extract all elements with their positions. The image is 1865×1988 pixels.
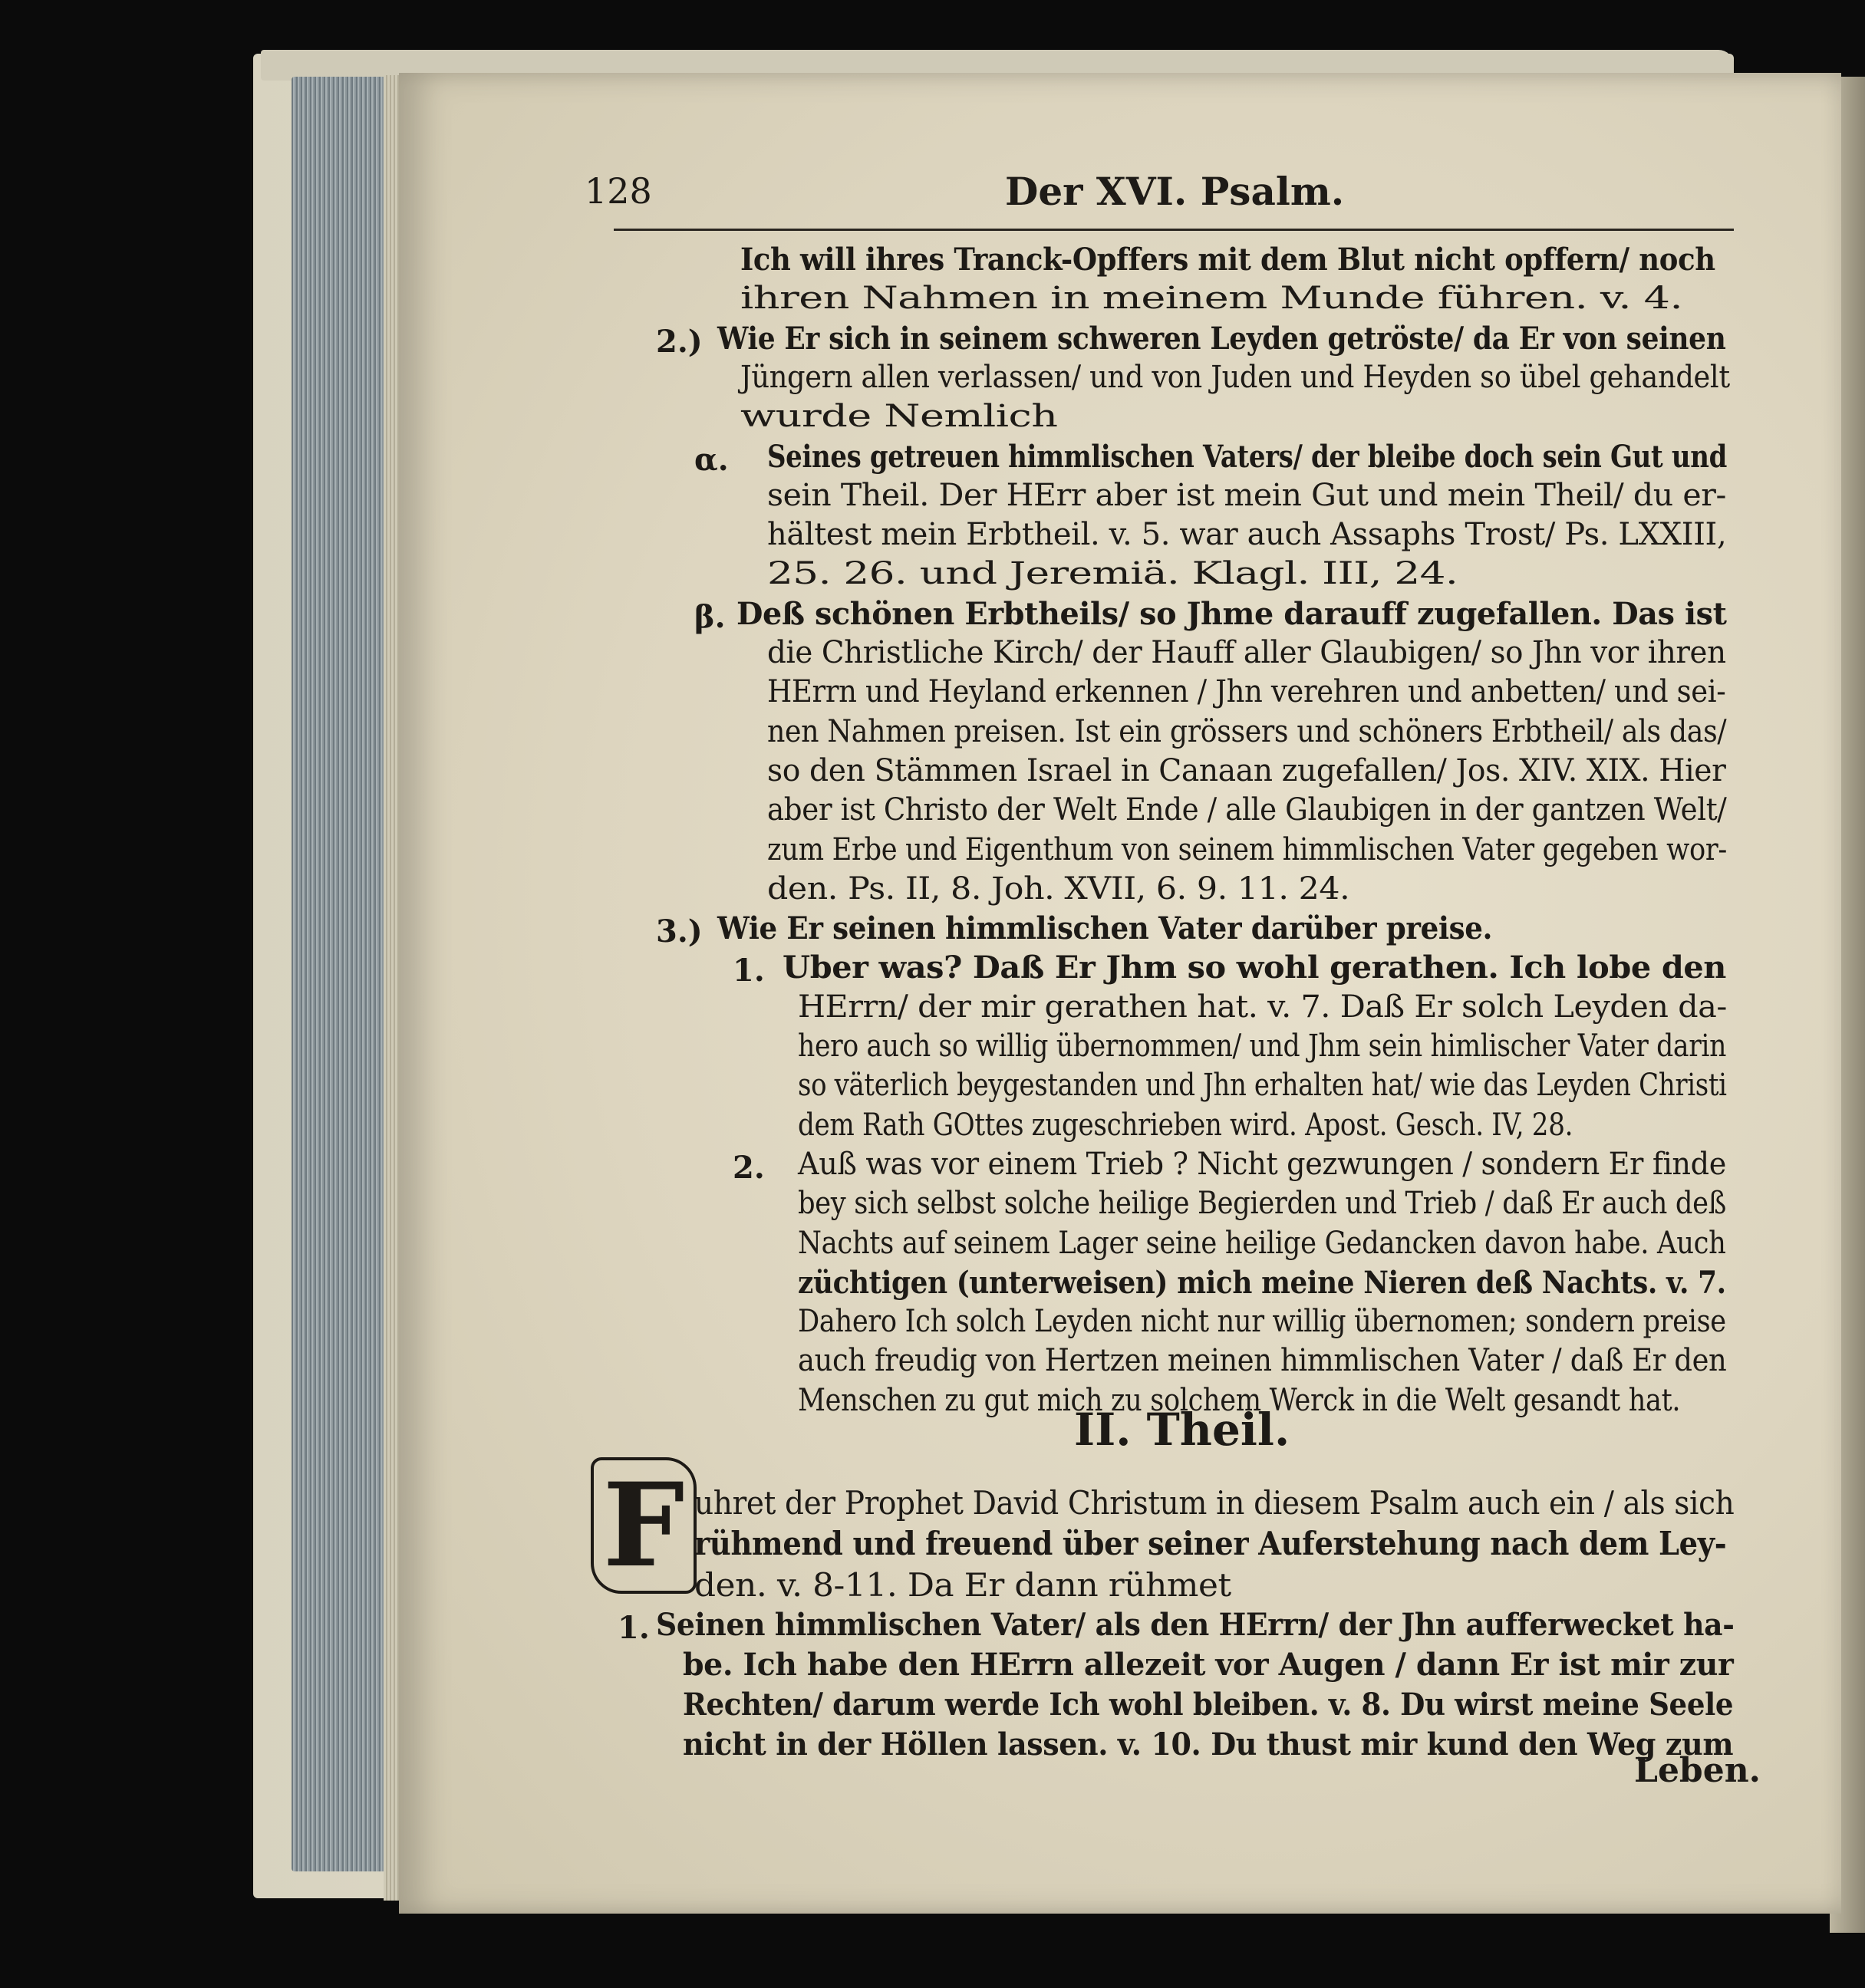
catchword: Leben.	[1634, 1751, 1761, 1790]
text-line: dem Rath GOttes zugeschrieben wird. Apost. Gesch. IV, 28.	[798, 1107, 1573, 1143]
text-line: auch freudig von Hertzen meinen himmlischen Vater / daß Er den	[798, 1343, 1727, 1379]
item-number: β.	[694, 598, 726, 635]
text-line: bey sich selbst solche heilige Begierden und Trieb / daß Er auch deß	[798, 1186, 1726, 1222]
text-line: Jüngern allen verlassen/ und von Juden und Heyden so übel gehandelt	[740, 359, 1730, 395]
page-block-edge	[292, 77, 395, 1871]
text-line: Seines getreuen himmlischen Vaters/ der bleibe doch sein Gut und	[767, 438, 1727, 475]
text-line: Rechten/ darum werde Ich wohl bleiben. v. 8. Du wirst meine Seele	[683, 1687, 1734, 1723]
item-number: 3.)	[656, 913, 703, 950]
text-line: Wie Er sich in seinem schweren Leyden getröste/ da Er von seinen	[717, 320, 1726, 357]
running-title: Der XVI. Psalm.	[1005, 169, 1345, 214]
text-line: zum Erbe und Eigenthum von seinem himmlischen Vater gegeben wor-	[767, 831, 1727, 867]
text-line: Deß schönen Erbtheils/ so Jhme darauff zugefallen. Das ist	[736, 595, 1727, 632]
text-line: Wie Er seinen himmlischen Vater darüber preise.	[717, 910, 1493, 947]
text-line: HErrn und Heyland erkennen / Jhn verehren und anbetten/ und sei-	[767, 674, 1726, 710]
text-line: nicht in der Höllen lassen. v. 10. Du thust mir kund den Weg zum	[683, 1726, 1734, 1763]
text-line: ihren Nahmen in meinem Munde führen. v. 4.	[740, 281, 1683, 317]
item-number: 2.)	[656, 323, 703, 360]
dropcap-line: uhret der Prophet David Christum in diesem Psalm auch ein / als sich	[694, 1484, 1735, 1522]
text-line: hero auch so willig übernommen/ und Jhm sein himlischer Vater darin	[798, 1029, 1727, 1064]
text-line: die Christliche Kirch/ der Hauff aller Glaubigen/ so Jhn vor ihren	[767, 635, 1726, 670]
text-line: Auß was vor einem Trieb ? Nicht gezwungen / sondern Er finde	[798, 1146, 1726, 1182]
text-line: wurde Nemlich	[740, 399, 1058, 435]
text-line: 25. 26. und Jeremiä. Klagl. III, 24.	[767, 556, 1458, 592]
text-line: Uber was? Daß Er Jhm so wohl gerathen. Ich lobe den	[783, 950, 1726, 986]
item-number: 1.	[618, 1610, 650, 1646]
text-line: sein Theil. Der HErr aber ist mein Gut und mein Theil/ du er-	[767, 477, 1726, 513]
text-line: nen Nahmen preisen. Ist ein grössers und schöners Erbtheil/ als das/	[767, 713, 1727, 749]
text-line: Menschen zu gut mich zu solchem Werck in die Welt gesandt hat.	[798, 1382, 1681, 1418]
item-number: 1.	[733, 953, 765, 989]
text-line: so väterlich beygestanden und Jhn erhalten hat/ wie das Leyden Christi	[798, 1068, 1727, 1104]
text-line: Ich will ihres Tranck-Opffers mit dem Blut nicht opffern/ noch	[740, 242, 1715, 278]
text-line: so den Stämmen Israel in Canaan zugefallen/ Jos. XIV. XIX. Hier	[767, 752, 1726, 788]
text-line: be. Ich habe den HErrn allezeit vor Augen / dann Er ist mir zur	[683, 1647, 1734, 1683]
dropcap-line: rühmend und freuend über seiner Auferstehung nach dem Ley-	[694, 1525, 1727, 1562]
text-line: züchtigen (unterweisen) mich meine Nieren deß Nachts. v. 7.	[798, 1264, 1726, 1301]
text-line: aber ist Christo der Welt Ende / alle Glaubigen in der gantzen Welt/	[767, 792, 1727, 828]
text-line: hältest mein Erbtheil. v. 5. war auch Assaphs Trost/ Ps. LXXIII,	[767, 517, 1727, 553]
text-line: Dahero Ich solch Leyden nicht nur willig übernomen; sondern preise	[798, 1304, 1726, 1340]
dropcap-line: den. v. 8-11. Da Er dann rühmet	[694, 1566, 1231, 1604]
section-heading: II. Theil.	[1074, 1404, 1290, 1456]
page-number: 128	[585, 170, 652, 212]
text-line: HErrn/ der mir gerathen hat. v. 7. Daß Er solch Leyden da-	[798, 989, 1727, 1025]
text-line: Seinen himmlischen Vater/ als den HErrn/ der Jhn aufferwecket ha-	[656, 1607, 1735, 1643]
text-line: den. Ps. II, 8. Joh. XVII, 6. 9. 11. 24.	[767, 871, 1350, 907]
item-number: α.	[694, 441, 729, 478]
item-number: 2.	[733, 1149, 765, 1186]
header-rule	[614, 229, 1734, 231]
dropcap-initial: F	[591, 1457, 697, 1594]
text-line: Nachts auf seinem Lager seine heilige Gedancken davon habe. Auch	[798, 1225, 1726, 1261]
